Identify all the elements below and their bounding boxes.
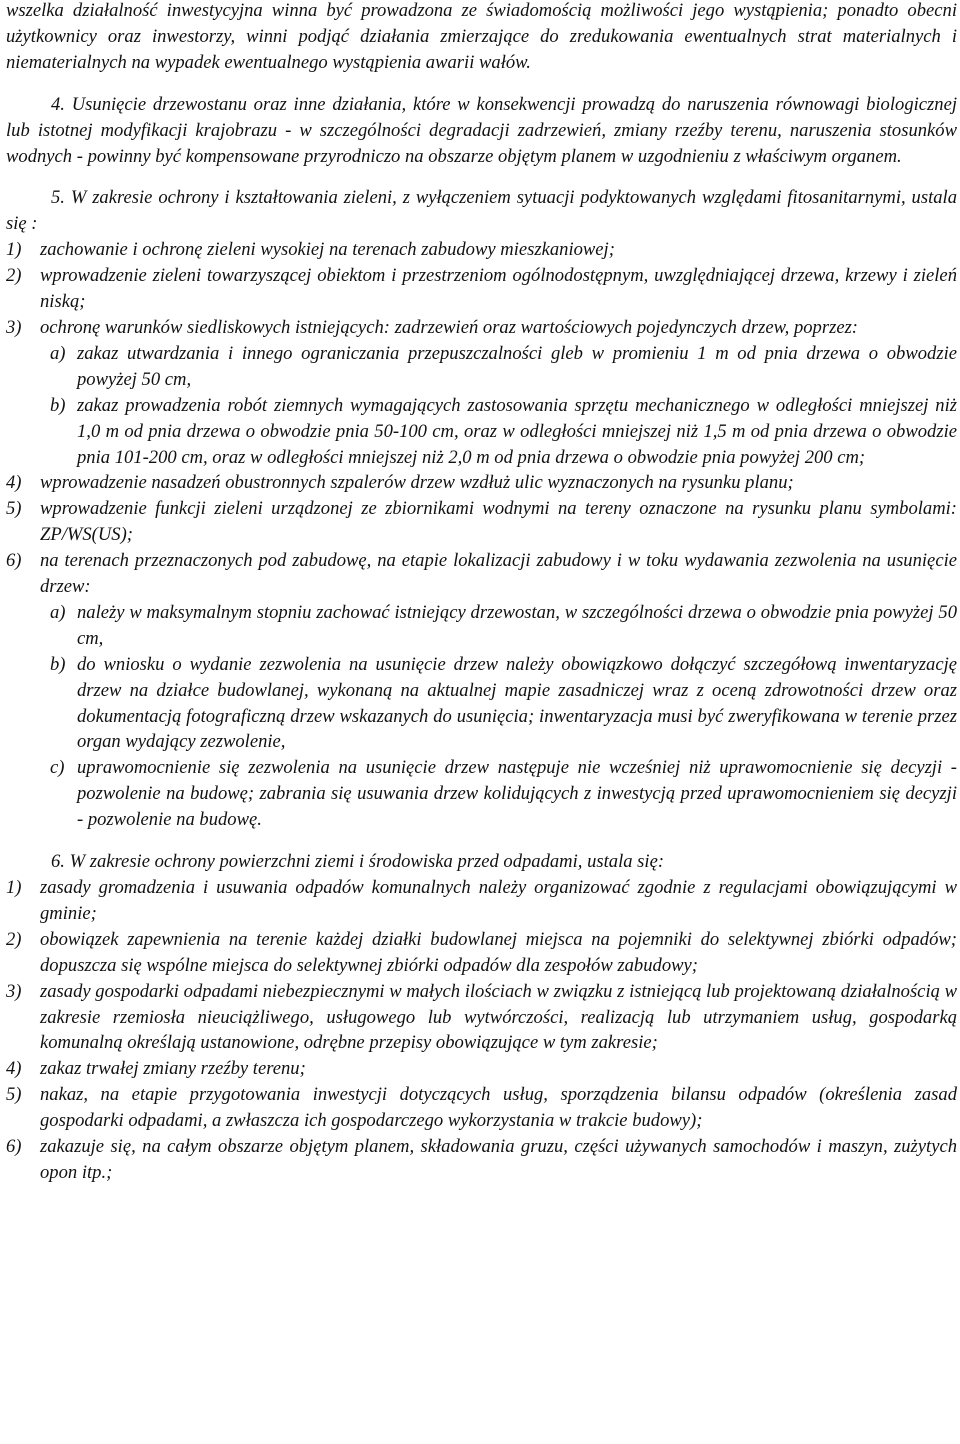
section-5-item-6-sub-b: [6, 652, 957, 756]
sub-list-item-text: zakaz utwardzania i innego ograniczania przepuszczalności gleb w promieniu 1 m od pnia drzewa o obwodzie powyżej 50 cm,: [77, 342, 957, 390]
sub-list-item-text: zakaz prowadzenia robót ziemnych wymagających zastosowania sprzętu mechanicznego w odległości mniejszej niż 1,0 m od pnia drzewa o obwodzie pnia 50-100 cm, oraz w odległości mniejszej niż 1,5 m od pnia drzewa o obwodzie pnia 101-200 cm, oraz w odległości mniejszej niż 2,0 m od pnia drzewa o obwodzie pnia powyżej 200 cm;: [77, 394, 957, 468]
section-5-item-2: [6, 263, 957, 315]
list-item-text: obowiązek zapewnienia na terenie każdej działki budowlanej miejsca na pojemniki do selektywnej zbiórki odpadów; dopuszcza się wspólne miejsca do selektywnej zbiórki odpadów dla zespołów zabudowy;: [40, 928, 957, 976]
document-page: [6, 0, 957, 1186]
list-item-text: zasady gospodarki odpadami niebezpiecznymi w małych ilościach w związku z istniejącą lub projektowaną działalnością w zakresie rzemiosła nieuciążliwego, usługowego lub wytwórczości, realizacją lub utrzymaniem usług, gospodarką komunalną określają ustanowione, odrębne przepisy obowiązujące w tym zakresie;: [40, 980, 957, 1054]
sub-list-marker: a): [50, 601, 66, 623]
section-6-item-1: [6, 875, 957, 927]
list-item-text: wprowadzenie zieleni towarzyszącej obiektom i przestrzeniom ogólnodostępnym, uwzględniającej drzewa, krzewy i zieleń niską;: [40, 265, 957, 313]
list-marker: 4): [6, 1058, 22, 1080]
list-item-text: wprowadzenie funkcji zieleni urządzonej ze zbiornikami wodnymi na tereny oznaczone na rysunku planu symbolami: ZP/WS(US);: [40, 498, 957, 546]
list-item-text: zakaz trwałej zmiany rzeźby terenu;: [40, 1058, 306, 1080]
section-5-item-6: [6, 548, 957, 600]
list-item-text: nakaz, na etapie przygotowania inwestycji dotyczących usług, sporządzenia bilansu odpadów (określenia zasad gospodarki odpadami, a zwłaszcza ich gospodarczego wykorzystania w trakcie budowy);: [40, 1084, 957, 1132]
list-marker: 1): [6, 239, 22, 261]
section-6-item-4: [6, 1056, 957, 1082]
list-marker: 2): [6, 928, 22, 950]
list-marker: 6): [6, 550, 22, 572]
list-item-text: wprowadzenie nasadzeń obustronnych szpalerów drzew wzdłuż ulic wyznaczonych na rysunku planu;: [40, 472, 794, 494]
list-item-text: zasady gromadzenia i usuwania odpadów komunalnych należy organizować zgodnie z regulacjami obowiązującymi w gminie;: [40, 877, 957, 924]
section-5-item-5: [6, 496, 957, 548]
list-item-text: zachowanie i ochronę zieleni wysokiej na terenach zabudowy mieszkaniowej;: [40, 239, 615, 261]
sub-list-marker: b): [50, 653, 66, 675]
list-item-text: na terenach przeznaczonych pod zabudowę, na etapie lokalizacji zabudowy i w toku wydawania zezwolenia na usunięcie drzew:: [40, 550, 957, 598]
section-6-item-3: [6, 979, 957, 1057]
list-marker: 6): [6, 1136, 22, 1158]
section-6-heading: 6. W zakresie ochrony powierzchni ziemi i środowiska przed odpadami, ustala się:: [51, 851, 665, 873]
sub-list-marker: c): [50, 757, 65, 779]
list-item-text: zakazuje się, na całym obszarze objętym planem, składowania gruzu, części używanych samochodów i maszyn, zużytych opon itp.;: [40, 1136, 957, 1183]
section-5-item-6-sub-a: [6, 600, 957, 652]
sub-list-item-text: uprawomocnienie się zezwolenia na usunięcie drzew następuje nie wcześniej niż uprawomocnienie się decyzji - pozwolenie na budowę; zabrania się usuwania drzew kolidujących z inwestycją przed uprawomocnieniem się decyzji - pozwolenie na budowę.: [77, 757, 957, 831]
section-6-item-2: [6, 927, 957, 979]
section-5-heading: 5. W zakresie ochrony i kształtowania zieleni, z wyłączeniem sytuacji podyktowanych względami fitosanitarnymi, ustala się :: [6, 187, 957, 235]
intro-paragraph: wszelka działalność inwestycyjna winna być prowadzona ze świadomością możliwości jego wystąpienia; ponadto obecni użytkownicy oraz inwestorzy, winni podjąć działania zmierzające do zredukowania ewentualnych strat materialnych i niematerialnych na wypadek ewentualnego wystąpienia awarii wałów.: [6, 0, 957, 73]
sub-list-marker: a): [50, 342, 66, 364]
sub-list-item-text: do wniosku o wydanie zezwolenia na usunięcie drzew należy obowiązkowo dołączyć szczegółową inwentaryzację drzew na działce budowlanej, wykonaną na aktualnej mapie zasadniczej wraz z oceną zdrowotności drzew oraz dokumentacją fotograficzną drzew wskazanych do usunięcia; inwentaryzacja musi być zweryfikowana w terenie przez organ wydający zezwolenie,: [77, 653, 957, 753]
list-marker: 4): [6, 472, 22, 494]
section-6-item-6: [6, 1134, 957, 1186]
section-4-paragraph: 4. Usunięcie drzewostanu oraz inne działania, które w konsekwencji prowadzą do naruszenia równowagi biologicznej lub istotnej modyfikacji krajobrazu - w szczególności degradacji zadrzewień, zmiany rzeźby terenu, naruszenia stosunków wodnych - powinny być kompensowane przyrodniczo na obszarze objętym planem w uzgodnieniu z właściwym organem.: [6, 93, 957, 167]
list-marker: 2): [6, 265, 22, 287]
list-marker: 3): [6, 980, 22, 1002]
section-5-item-4: [6, 470, 957, 496]
section-6-item-5: [6, 1082, 957, 1134]
section-5-item-3-sub-b: [6, 393, 957, 471]
section-5-item-6-sub-c: [6, 755, 957, 833]
section-5-item-3: [6, 315, 957, 341]
sub-list-marker: b): [50, 394, 66, 416]
list-marker: 3): [6, 316, 22, 338]
section-5-item-3-sub-a: [6, 341, 957, 393]
section-5-item-1: [6, 237, 957, 263]
list-item-text: ochronę warunków siedliskowych istniejących: zadrzewień oraz wartościowych pojedynczych drzew, poprzez:: [40, 316, 858, 338]
list-marker: 5): [6, 498, 22, 520]
list-marker: 1): [6, 877, 22, 898]
sub-list-item-text: należy w maksymalnym stopniu zachować istniejący drzewostan, w szczególności drzewa o obwodzie pnia powyżej 50 cm,: [77, 601, 957, 649]
list-marker: 5): [6, 1084, 22, 1106]
